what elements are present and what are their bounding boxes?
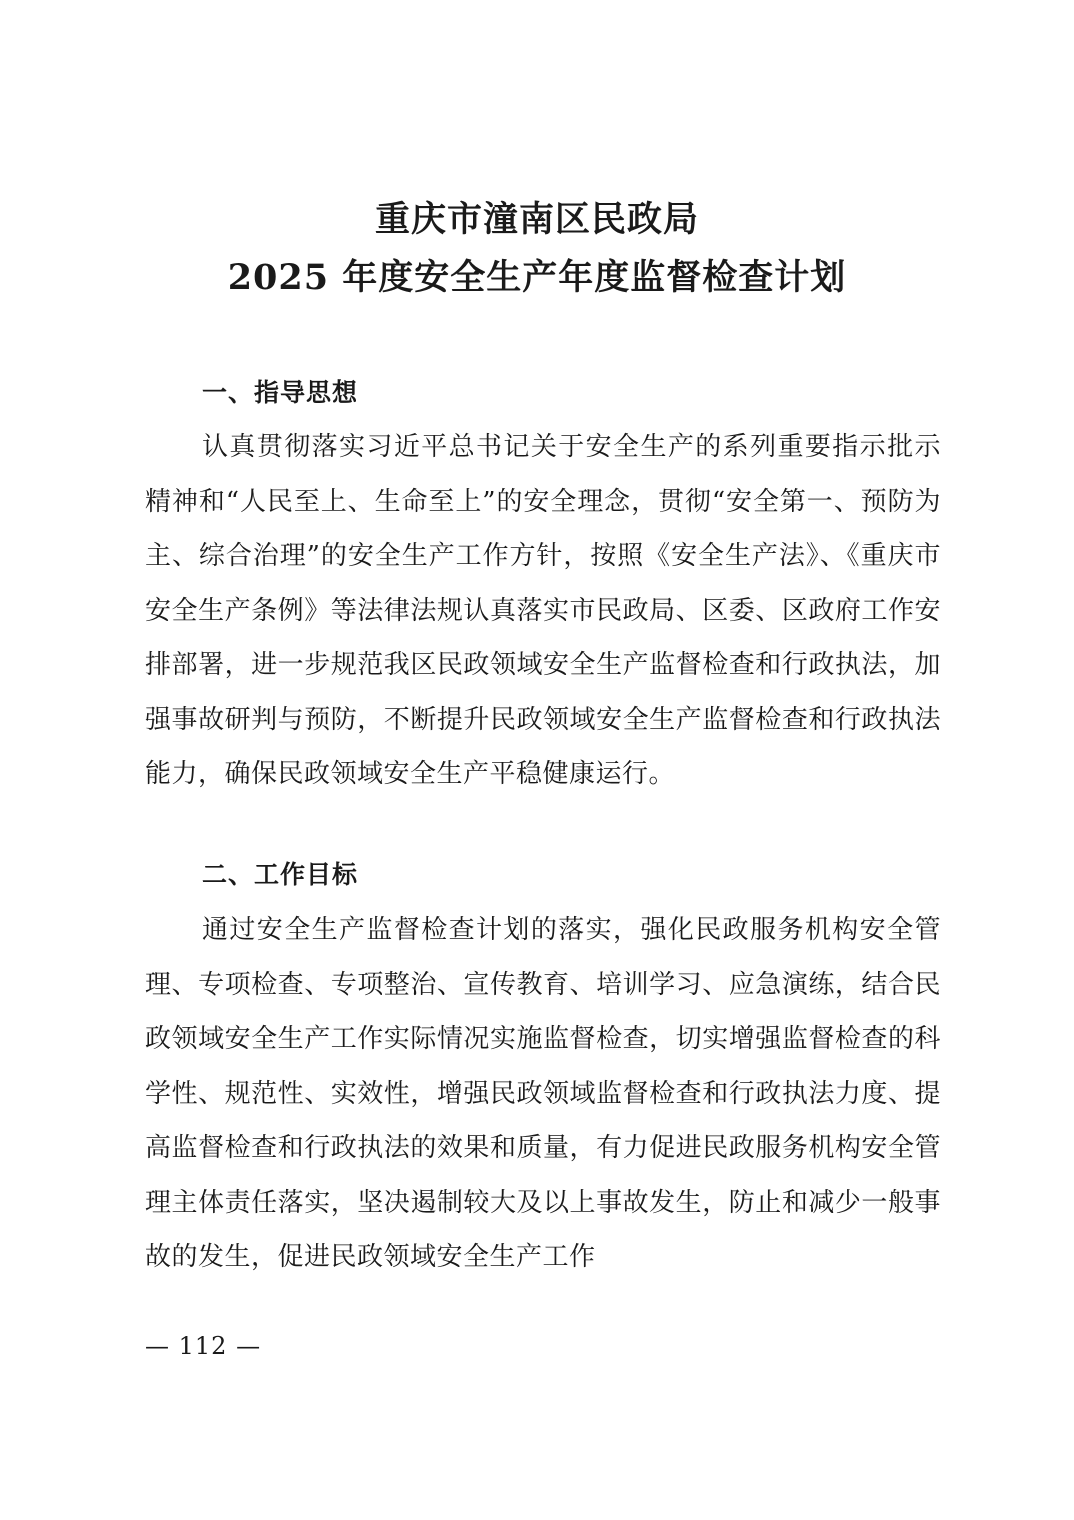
section-body-work-goals: 通过安全生产监督检查计划的落实，强化民政服务机构安全管理、专项检查、专项整治、宣传教育、培训学习、应急演练，结合民政领域安全生产工作实际情况实施监督检查，切实增强监督检查的科学性、规范性、实效性，增强民政领域监督检查和行政执法力度、提高监督检查和行政执法的效果和质量，有力促进民政服务机构安全管理主体责任落实，坚决遏制较大及以上事故发生，防止和减少一般事故的发生，促进民政领域安全生产工作 bbox=[145, 915, 941, 1272]
section-heading-guiding-ideology: 一、指导思想 bbox=[202, 378, 359, 407]
section-body-guiding-ideology: 认真贯彻落实习近平总书记关于安全生产的系列重要指示批示精神和“人民至上、生命至上”的安全理念，贯彻“安全第一、预防为主、综合治理”的安全生产工作方针，按照《安全生产法》、《重庆市安全生产条例》等法律法规认真落实市民政局、区委、区政府工作安排部署，进一步规范我区民政领域安全生产监督检查和行政执法，加强事故研判与预防，不断提升民政领域安全生产监督检查和行政执法能力，确保民政领域安全生产平稳健康运行。 bbox=[145, 432, 941, 789]
document-title-line1: 重庆市潼南区民政局 bbox=[374, 199, 699, 240]
document-title-line2: 2025 年度安全生产年度监督检查计划 bbox=[227, 257, 847, 298]
page-number: — 112 — bbox=[145, 1332, 262, 1360]
section-heading-work-goals: 二、工作目标 bbox=[202, 860, 359, 889]
